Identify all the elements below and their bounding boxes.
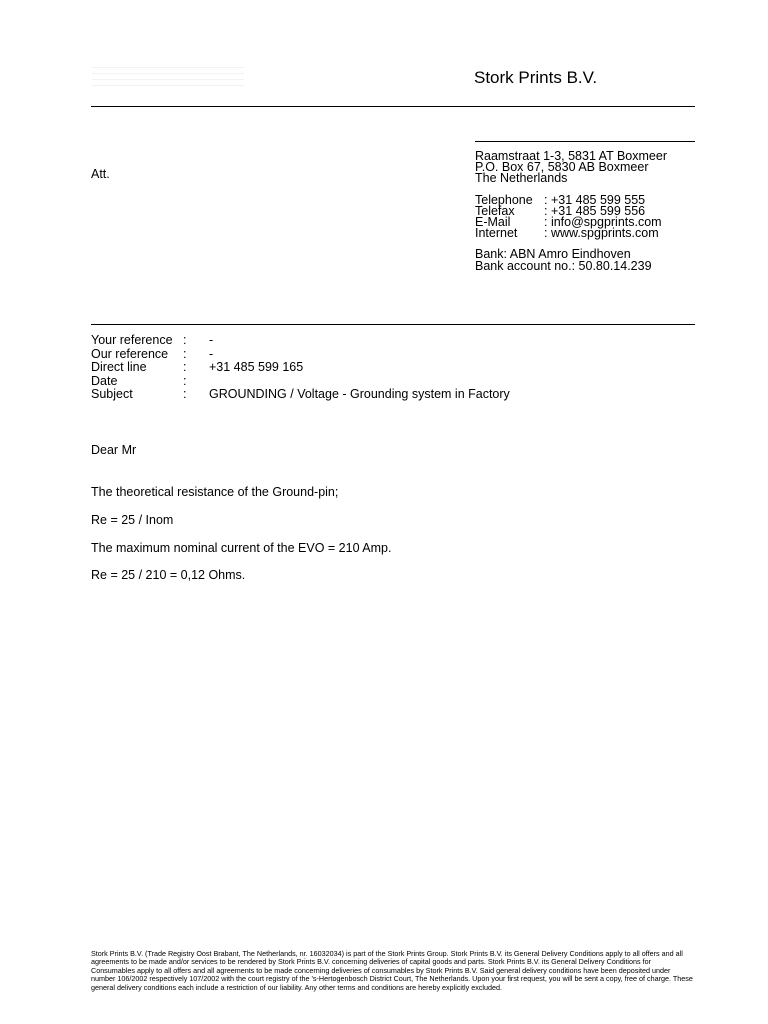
reference-label: Subject <box>91 387 133 401</box>
address-rule <box>475 141 695 142</box>
contact-label: Telephone <box>475 193 533 207</box>
header-rule <box>91 106 695 107</box>
address-line: Raamstraat 1-3, 5831 AT Boxmeer <box>475 149 667 163</box>
contact-block <box>475 195 662 239</box>
address-block <box>475 151 667 184</box>
reference-value: - <box>209 346 214 361</box>
reference-value: GROUNDING / Voltage - Grounding system in Factory <box>209 387 510 401</box>
body-paragraph: The theoretical resistance of the Ground-pin; <box>91 485 339 499</box>
contact-value: : +31 485 599 555 <box>544 193 646 207</box>
contact-label: E-Mail <box>475 215 511 229</box>
bank-block <box>475 249 652 272</box>
reference-colon: : <box>183 346 187 361</box>
address-line: The Netherlands <box>475 171 568 185</box>
reference-row <box>91 361 510 375</box>
reference-colon: : <box>183 333 187 347</box>
salutation: Dear Mr <box>91 443 137 457</box>
footer-legal-text: Stork Prints B.V. (Trade Registry Oost Brabant, The Netherlands, nr. 16032034) is part of the Stork Prints Group. Stork Prints B.V. its General Delivery Conditions apply to all offers and all agreements to be made and/or services to be rendered by Stork Prints B.V. concerning deliveries of capital goods and parts. Stork Prints B.V. its General Delivery Conditions for Consumables apply to all offers and all agreements to be made concerning deliveries of consumables by Stork Prints B.V. Said general delivery conditions have been deposited under number 106/2002 respectively 107/2002 with the court registry of the 's-Hertogenbosch District Court, The Netherlands. Upon your first request, you will be sent a copy, free of charge. These general delivery conditions each include a restriction of our liability. Any other terms and conditions are hereby explicitly excluded. <box>91 949 693 992</box>
reference-colon: : <box>183 387 187 401</box>
reference-row <box>91 388 510 402</box>
contact-label: Telefax <box>475 204 515 218</box>
reference-row <box>91 375 510 389</box>
reference-row <box>91 348 510 362</box>
contact-row-internet <box>475 228 662 239</box>
reference-value: - <box>209 333 214 347</box>
contact-value: : info@spgprints.com <box>544 215 662 229</box>
reference-label: Date <box>91 373 118 388</box>
bank-account: Bank account no.: 50.80.14.239 <box>475 258 652 273</box>
reference-label: Our reference <box>91 346 169 361</box>
body-formula: Re = 25 / Inom <box>91 513 174 527</box>
contact-value: : +31 485 599 556 <box>544 204 646 218</box>
body-formula: Re = 25 / 210 = 0,12 Ohms. <box>91 568 246 582</box>
reference-value: +31 485 599 165 <box>209 360 304 374</box>
reference-label: Your reference <box>91 333 173 347</box>
reference-label: Direct line <box>91 360 147 374</box>
reference-table <box>91 334 510 402</box>
contact-value: : www.spgprints.com <box>544 226 659 240</box>
body-paragraph: The maximum nominal current of the EVO = 210 Amp. <box>91 541 392 555</box>
bank-name: Bank: ABN Amro Eindhoven <box>475 247 631 261</box>
faint-letterhead-mark <box>92 62 244 86</box>
reference-colon: : <box>183 373 187 388</box>
reference-row <box>91 334 510 348</box>
attention-label: Att. <box>91 167 110 181</box>
address-line: P.O. Box 67, 5830 AB Boxmeer <box>475 160 649 174</box>
company-name: Stork Prints B.V. <box>474 68 598 87</box>
contact-label: Internet <box>475 226 518 240</box>
reference-rule <box>91 324 695 325</box>
reference-colon: : <box>183 360 187 374</box>
